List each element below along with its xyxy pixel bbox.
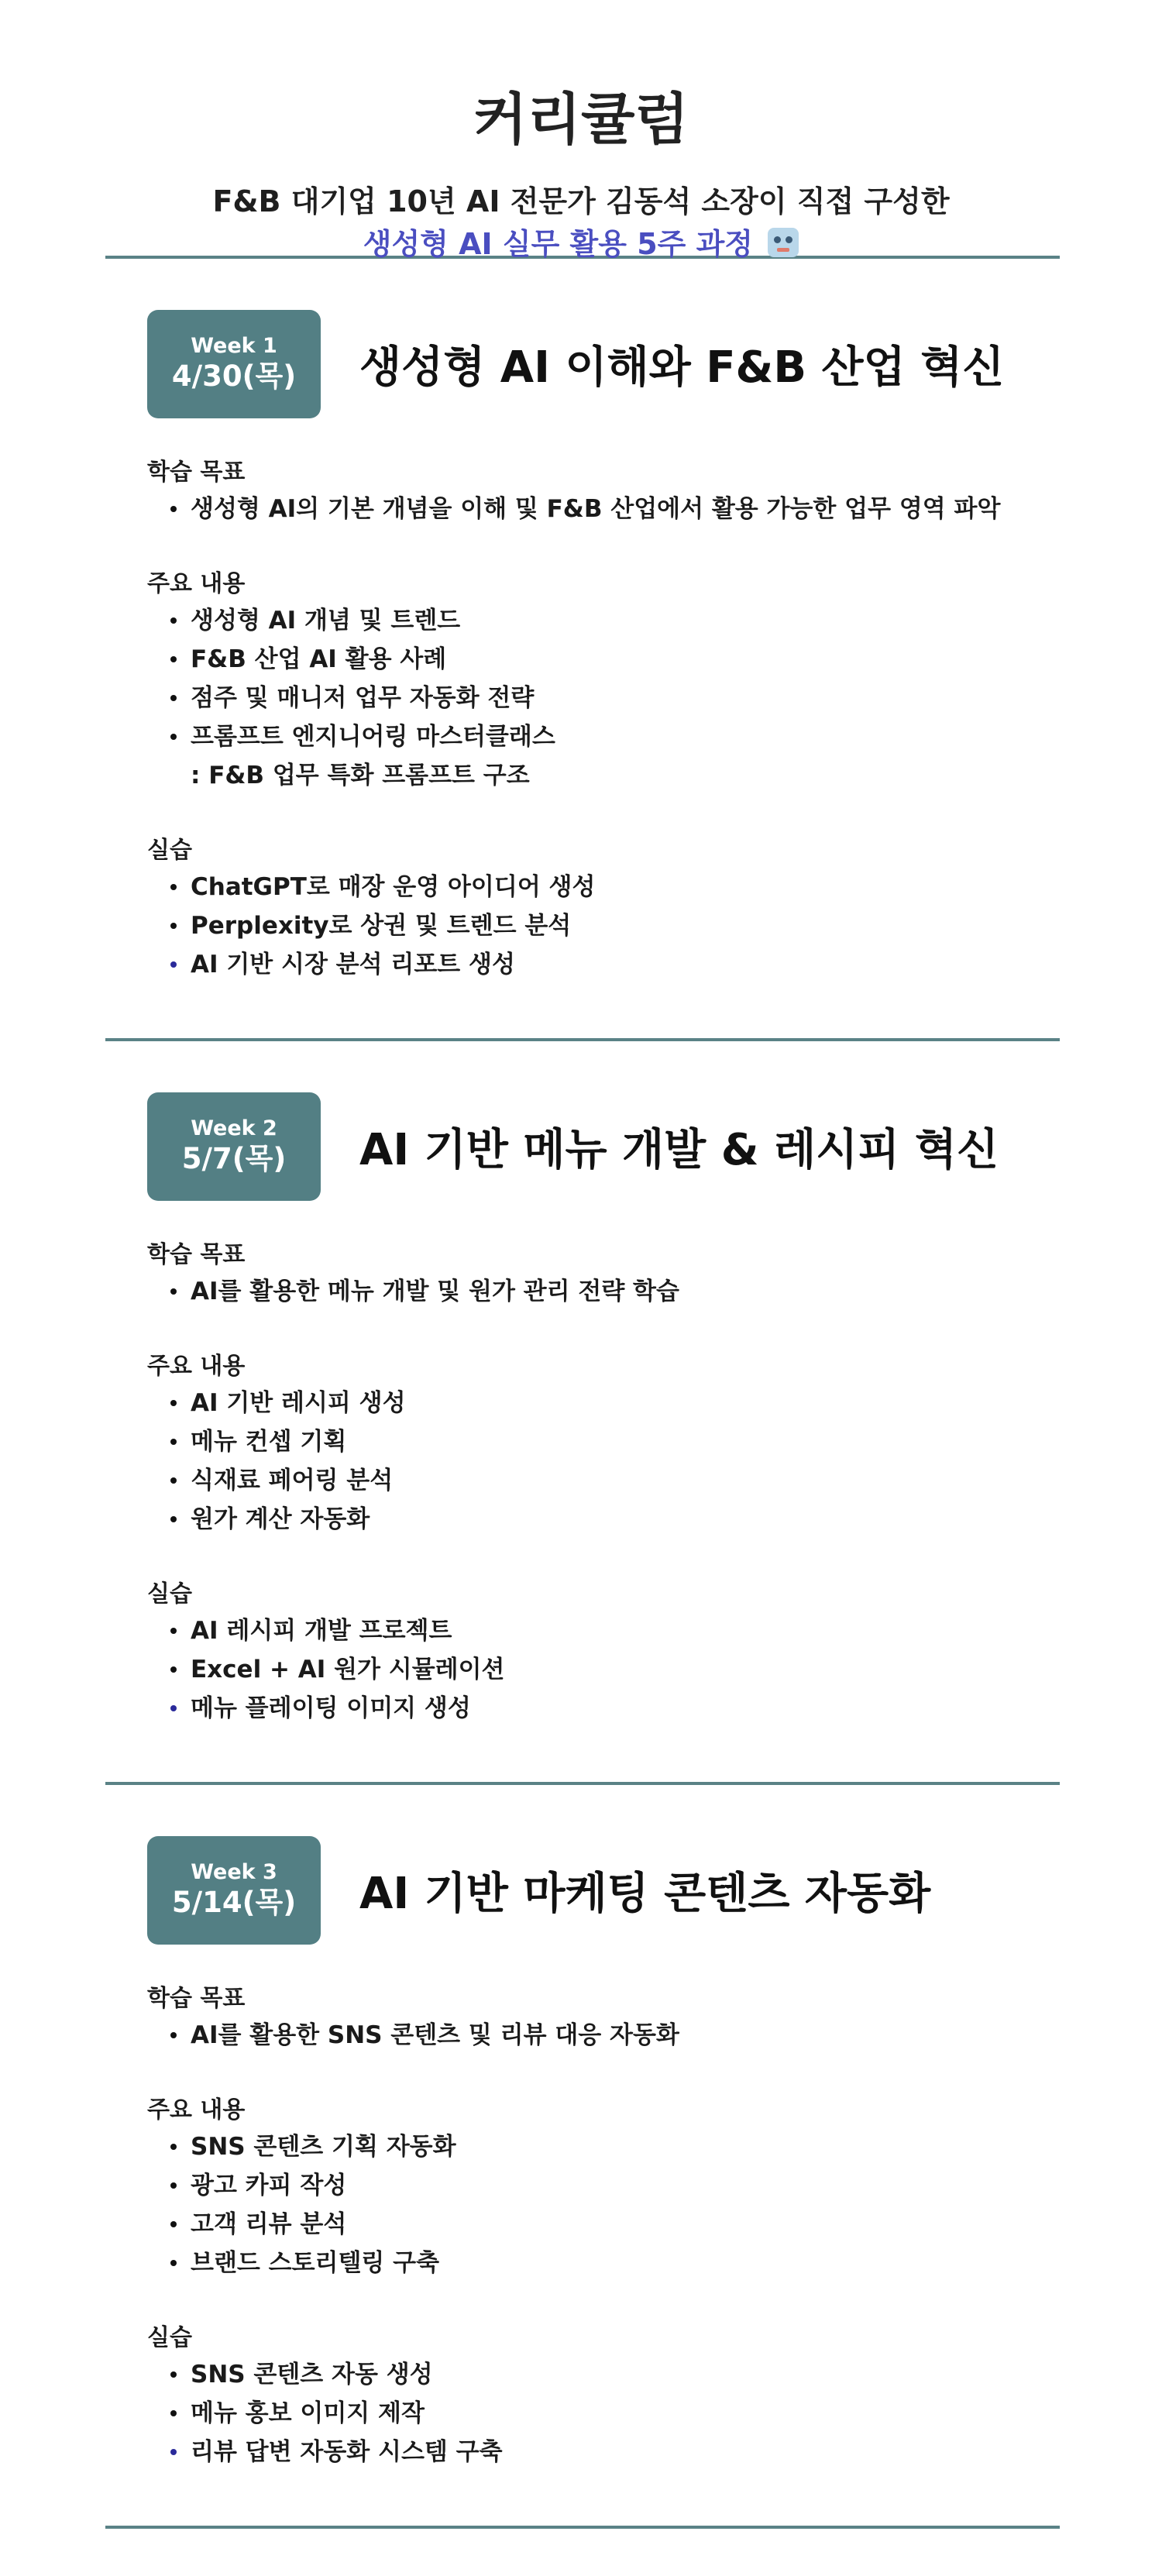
week-badge bbox=[147, 1836, 321, 1945]
week-badge bbox=[147, 1092, 321, 1201]
week-date: 5/7(목) bbox=[181, 1142, 287, 1176]
list-item: 메뉴 홍보 이미지 제작 bbox=[191, 2394, 1162, 2433]
list-item: AI를 활용한 메뉴 개발 및 원가 관리 전략 학습 bbox=[191, 1272, 1162, 1311]
week-badge bbox=[147, 310, 321, 418]
subtitle-line-2-text: 생성형 AI 실무 활용 5주 과정 bbox=[363, 226, 753, 261]
list-item: 생성형 AI 개념 및 트렌드 bbox=[191, 601, 1162, 640]
practice-list bbox=[147, 1611, 1162, 1728]
page-title: 커리큘럼 bbox=[473, 87, 689, 152]
goal-label: 학습 목표 bbox=[147, 1241, 246, 1268]
list-item: ChatGPT로 매장 운영 아이디어 생성 bbox=[191, 868, 1162, 906]
robot-face-icon bbox=[768, 228, 799, 257]
list-item: 점주 및 매니저 업무 자동화 전략 bbox=[191, 679, 1162, 717]
curriculum-header bbox=[0, 0, 1162, 261]
practice-label: 실습 bbox=[147, 837, 192, 864]
content-list bbox=[147, 2127, 1162, 2282]
list-item: 리뷰 답변 자동화 시스템 구축 bbox=[191, 2433, 1162, 2471]
list-item: 메뉴 플레이팅 이미지 생성 bbox=[191, 1689, 1162, 1728]
list-item: 광고 카피 작성 bbox=[191, 2166, 1162, 2205]
list-item: 생성형 AI의 기본 개념을 이해 및 F&B 산업에서 활용 가능한 업무 영역 파악 bbox=[191, 490, 1162, 528]
week-1-section bbox=[0, 310, 1162, 984]
goal-label: 학습 목표 bbox=[147, 459, 246, 486]
section-divider bbox=[105, 1782, 1060, 1785]
goal-list bbox=[147, 1272, 1162, 1311]
week-2-section bbox=[0, 1092, 1162, 1728]
list-item: AI 기반 레시피 생성 bbox=[191, 1384, 1162, 1422]
list-item: SNS 콘텐츠 자동 생성 bbox=[191, 2355, 1162, 2394]
week-number: Week 1 bbox=[191, 333, 277, 358]
week-number: Week 2 bbox=[191, 1116, 277, 1140]
week-header bbox=[147, 1836, 1162, 1945]
list-item: AI 레시피 개발 프로젝트 bbox=[191, 1611, 1162, 1650]
list-item: AI를 활용한 SNS 콘텐츠 및 리뷰 대응 자동화 bbox=[191, 2016, 1162, 2055]
list-item: F&B 산업 AI 활용 사례 bbox=[191, 640, 1162, 679]
content-label: 주요 내용 bbox=[147, 2096, 246, 2124]
list-item: AI 기반 시장 분석 리포트 생성 bbox=[191, 945, 1162, 984]
list-item: 메뉴 컨셉 기획 bbox=[191, 1422, 1162, 1461]
week-title: AI 기반 메뉴 개발 & 레시피 혁신 bbox=[359, 1125, 999, 1175]
list-item: 식재료 페어링 분석 bbox=[191, 1461, 1162, 1500]
week-title: AI 기반 마케팅 콘텐츠 자동화 bbox=[359, 1869, 931, 1919]
list-item: 프롬프트 엔지니어링 마스터클래스 bbox=[191, 717, 1162, 756]
practice-list bbox=[147, 868, 1162, 984]
practice-label: 실습 bbox=[147, 1580, 192, 1608]
content-label: 주요 내용 bbox=[147, 570, 246, 597]
week-header bbox=[147, 1092, 1162, 1201]
section-divider bbox=[105, 2526, 1060, 2529]
week-title: 생성형 AI 이해와 F&B 산업 혁신 bbox=[359, 342, 1005, 393]
goal-label: 학습 목표 bbox=[147, 1985, 246, 2012]
practice-list bbox=[147, 2355, 1162, 2471]
week-number: Week 3 bbox=[191, 1859, 277, 1884]
list-item: 원가 계산 자동화 bbox=[191, 1500, 1162, 1539]
subtitle-line-1: F&B 대기업 10년 AI 전문가 김동석 소장이 직접 구성한 bbox=[212, 184, 950, 218]
practice-label: 실습 bbox=[147, 2324, 192, 2351]
week-date: 5/14(목) bbox=[171, 1886, 297, 1920]
content-list bbox=[147, 601, 1162, 795]
week-date: 4/30(목) bbox=[171, 359, 297, 394]
section-divider bbox=[105, 1038, 1060, 1041]
list-item-continuation: : F&B 업무 특화 프롬프트 구조 bbox=[191, 762, 530, 789]
list-item: Excel + AI 원가 시뮬레이션 bbox=[191, 1650, 1162, 1689]
list-item: Perplexity로 상권 및 트렌드 분석 bbox=[191, 906, 1162, 945]
list-item: 고객 리뷰 분석 bbox=[191, 2205, 1162, 2244]
list-item: SNS 콘텐츠 기획 자동화 bbox=[191, 2127, 1162, 2166]
content-label: 주요 내용 bbox=[147, 1353, 246, 1380]
goal-list bbox=[147, 490, 1162, 528]
content-list bbox=[147, 1384, 1162, 1539]
goal-list bbox=[147, 2016, 1162, 2055]
list-item: 브랜드 스토리텔링 구축 bbox=[191, 2244, 1162, 2282]
week-3-section bbox=[0, 1836, 1162, 2471]
week-header bbox=[147, 310, 1162, 418]
